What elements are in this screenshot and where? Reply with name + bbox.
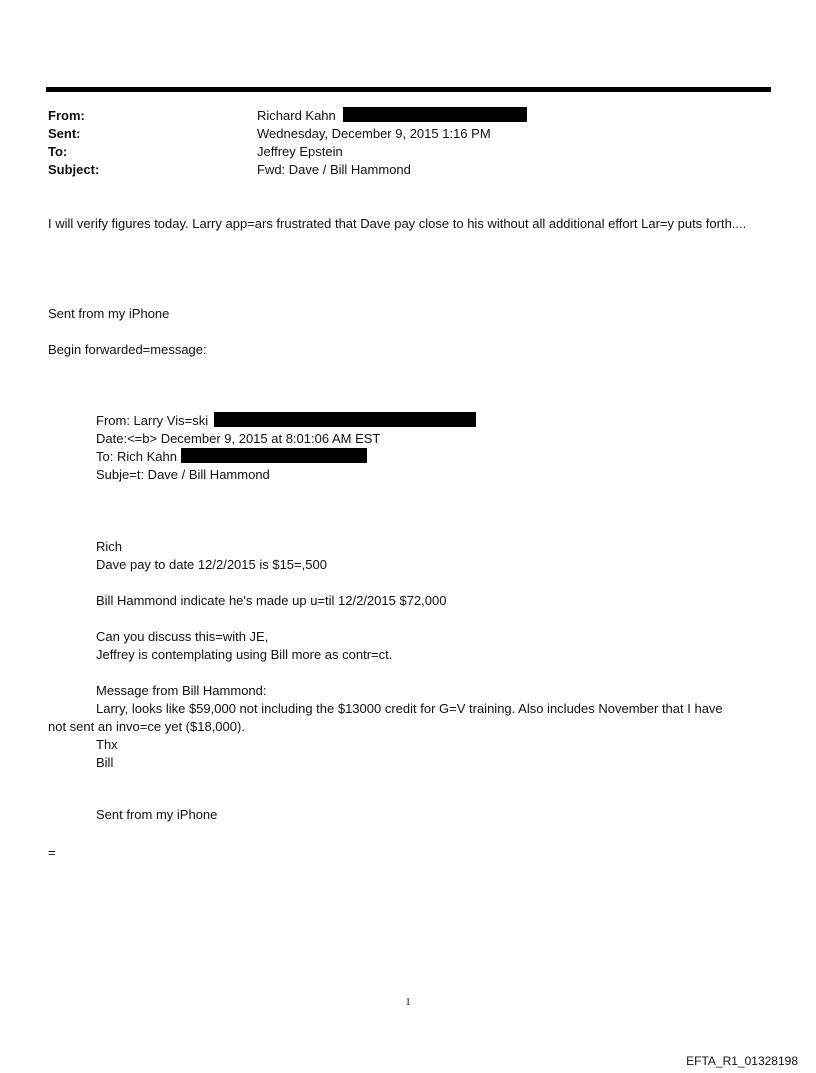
fwd-date: Date:<=b> December 9, 2015 at 8:01:06 AM EST [96,431,381,446]
page-number: 1 [405,996,411,1008]
redaction-block [181,448,367,463]
fwd-subject: Subje=t: Dave / Bill Hammond [96,467,270,482]
from-row [48,107,748,125]
fwd-discuss: Can you discuss this=with JE, [96,629,269,644]
subject-row [48,161,748,179]
from-value [257,107,527,125]
to-value: Jeffrey Epstein [257,144,343,159]
redaction-block [214,412,476,427]
intro-paragraph: I will verify figures today. Larry app=ars frustrated that Dave pay close to his without all additional effort Lar=y puts forth.... [48,216,747,231]
header-divider [46,87,771,92]
fwd-dave-pay: Dave pay to date 12/2/2015 is $15=,500 [96,557,327,572]
fwd-bill: Bill [96,755,114,770]
fwd-bill-indicate: Bill Hammond indicate he's made up u=til 12/2/2015 $72,000 [96,593,447,608]
from-name: Richard Kahn [257,108,336,123]
sent-value: Wednesday, December 9, 2015 1:16 PM [257,126,491,141]
fwd-larry-line1: Larry, looks like $59,000 not including the $13000 credit for G=V training. Also includes November that I have [96,701,723,716]
sent-label: Sent: [48,126,81,141]
begin-forwarded: Begin forwarded=message: [48,342,207,357]
redaction-block [343,107,527,122]
from-label: From: [48,108,85,123]
trailing-equals: = [48,845,56,860]
fwd-message-from: Message from Bill Hammond: [96,683,267,698]
fwd-sent-from-iphone: Sent from my iPhone [96,807,218,822]
sent-from-iphone: Sent from my iPhone [48,306,170,321]
fwd-to: To: Rich Kahn [96,449,177,464]
fwd-to-line [96,448,367,466]
subject-label: Subject: [48,162,100,177]
document-id: EFTA_R1_01328198 [686,1054,798,1068]
sent-row [48,125,748,143]
to-label: To: [48,144,68,159]
fwd-from-line [96,412,476,430]
fwd-thx: Thx [96,737,118,752]
fwd-from: From: Larry Vis=ski [96,413,209,428]
fwd-larry-line2: not sent an invo=ce yet ($18,000). [48,719,245,734]
fwd-contemplating: Jeffrey is contemplating using Bill more as contr=ct. [96,647,393,662]
to-row [48,143,748,161]
subject-value: Fwd: Dave / Bill Hammond [257,162,411,177]
fwd-rich: Rich [96,539,123,554]
